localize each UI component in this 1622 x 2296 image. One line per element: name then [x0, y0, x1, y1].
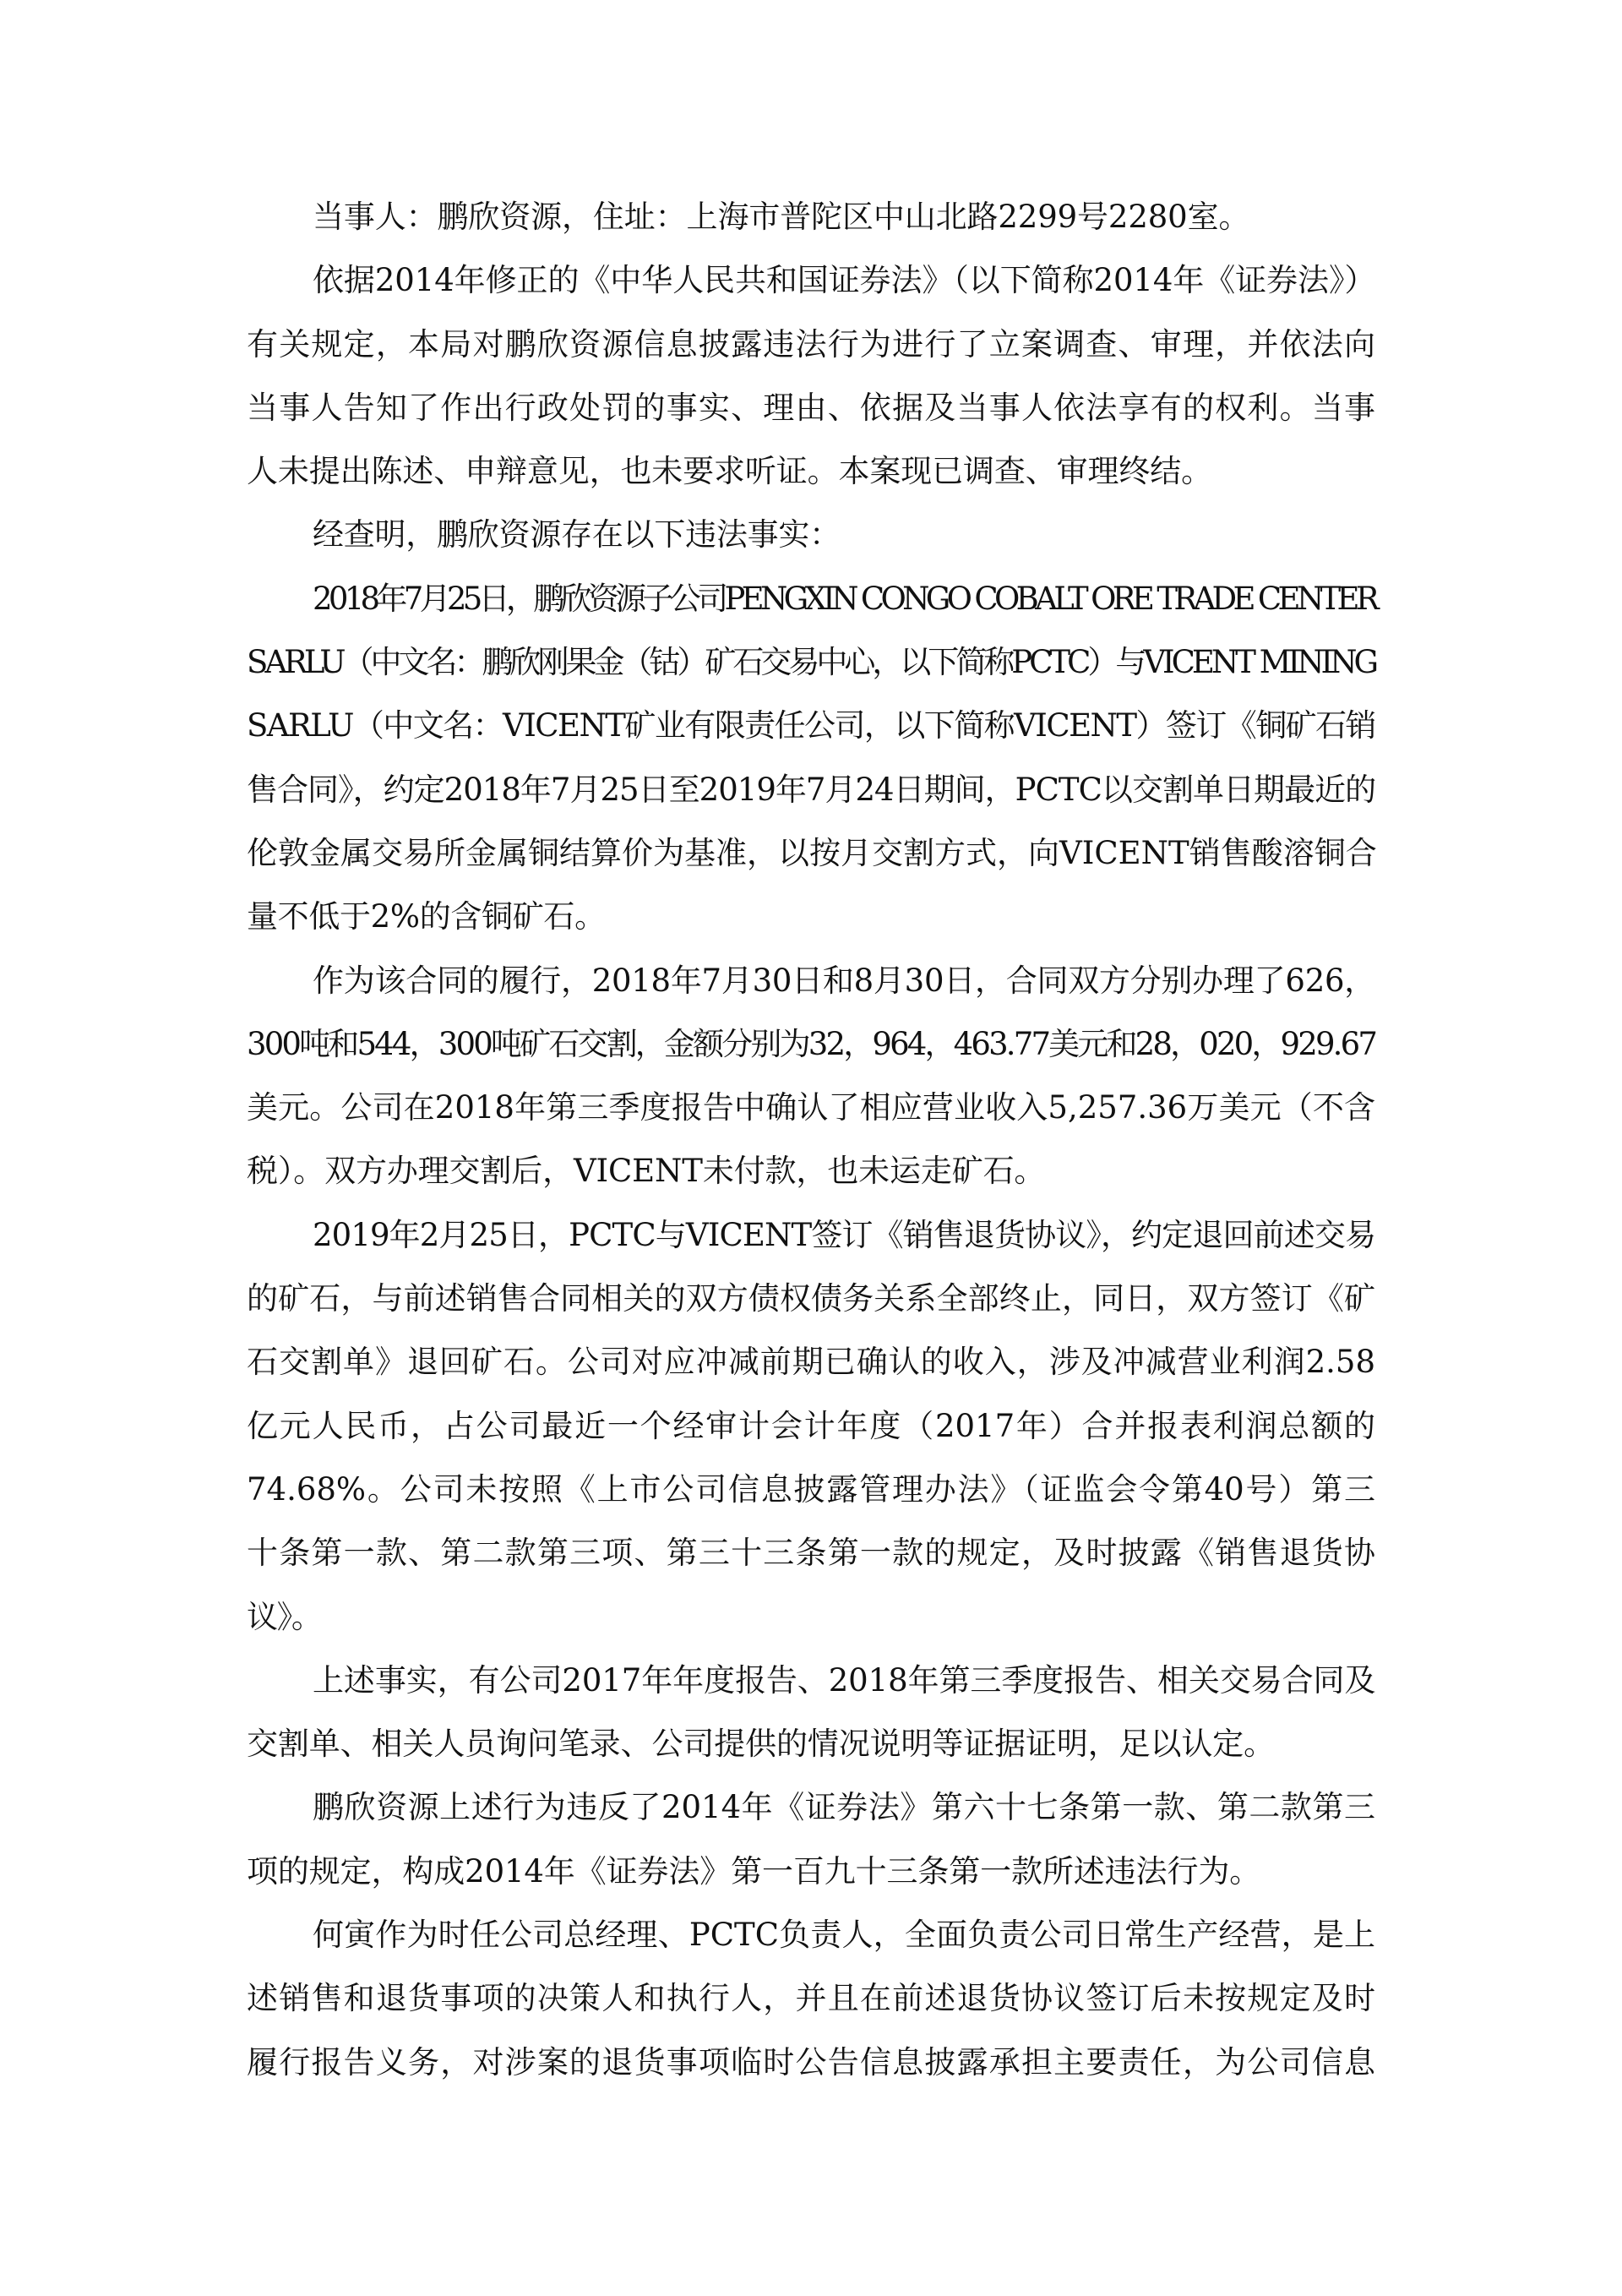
text-line: 交割单、相关人员询问笔录、公司提供的情况说明等证据证明，足以认定。	[247, 1726, 1276, 1763]
text-line: 履行报告义务，对涉案的退货事项临时公告信息披露承担主要责任，为公司信息	[247, 2043, 1375, 2081]
text-line: 经查明，鹏欣资源存在以下违法事实：	[313, 516, 841, 554]
text-line: 税）。双方办理交割后，VICENT未付款，也未运走矿石。	[247, 1153, 1046, 1190]
paragraph-findings-intro	[247, 503, 1379, 566]
text-line: 当事人告知了作出行政处罚的事实、理由、依据及当事人依法享有的权利。当事	[247, 389, 1375, 426]
text-line: 伦敦金属交易所金属铜结算价为基准，以按月交割方式，向VICENT销售酸溶铜合	[247, 834, 1377, 871]
text-line: 作为该合同的履行，2018年7月30日和8月30日，合同双方分别办理了626，	[313, 962, 1375, 999]
text-line: 有关规定，本局对鹏欣资源信息披露违法行为进行了立案调查、审理，并依法向	[247, 325, 1375, 363]
paragraph-party-info	[247, 185, 1379, 248]
text-line: 鹏欣资源上述行为违反了2014年《证券法》第六十七条第一款、第二款第三	[313, 1789, 1375, 1826]
paragraph-performance-facts	[247, 949, 1379, 1203]
text-line: 十条第一款、第二款第三项、第三十三条第一款的规定，及时披露《销售退货协	[247, 1535, 1375, 1572]
text-line: 亿元人民币，占公司最近一个经审计会计年度（2017年）合并报表利润总额的	[247, 1407, 1375, 1444]
paragraph-responsible-person	[247, 1903, 1379, 2094]
text-line: 依据2014年修正的《中华人民共和国证券法》（以下简称2014年《证券法》）	[313, 262, 1376, 299]
paragraph-evidence	[247, 1649, 1379, 1776]
text-line: 上述事实，有公司2017年年度报告、2018年第三季度报告、相关交易合同及	[313, 1661, 1376, 1699]
text-line: 2019年2月25日，PCTC与VICENT签订《销售退货协议》，约定退回前述交易	[313, 1216, 1376, 1253]
text-line: 述销售和退货事项的决策人和执行人，并且在前述退货协议签订后未按规定及时	[247, 1980, 1375, 2017]
text-line: 议》。	[247, 1598, 322, 1635]
text-line: 何寅作为时任公司总经理、PCTC负责人，全面负责公司日常生产经营，是上	[313, 1917, 1375, 1954]
text-line: 300吨和544，300吨矿石交割，金额分别为32，964，463.77美元和28，020，929.67	[247, 1025, 1376, 1062]
paragraph-legal-basis	[247, 248, 1379, 503]
text-line: 石交割单》退回矿石。公司对应冲减前期已确认的收入，涉及冲减营业利润2.58	[247, 1344, 1375, 1381]
text-line: SARLU（中文名：鹏欣刚果金（钴）矿石交易中心，以下简称PCTC）与VICENT MINING	[247, 644, 1375, 681]
text-line: 2018年7月25日，鹏欣资源子公司PENGXIN CONGO COBALT ORE TRADE CENTER	[313, 580, 1375, 617]
paragraph-contract-facts	[247, 567, 1379, 949]
text-line: 项的规定，构成2014年《证券法》第一百九十三条第一款所述违法行为。	[247, 1852, 1261, 1890]
text-line: 人未提出陈述、申辩意见，也未要求听证。本案现已调查、审理终结。	[247, 453, 1212, 490]
text-line: 售合同》，约定2018年7月25日至2019年7月24日期间，PCTC以交割单日期最近的	[247, 771, 1376, 808]
text-line: SARLU（中文名：VICENT矿业有限责任公司，以下简称VICENT）签订《铜矿石销	[247, 707, 1375, 744]
text-line: 量不低于2%的含铜矿石。	[247, 898, 606, 935]
document-page	[247, 185, 1379, 2094]
text-line: 74.68%。公司未按照《上市公司信息披露管理办法》（证监会令第40号）第三	[247, 1470, 1375, 1508]
text-line: 美元。公司在2018年第三季度报告中确认了相应营业收入5,257.36万美元（不含	[247, 1089, 1375, 1126]
paragraph-violation-conclusion	[247, 1775, 1379, 1903]
text-line: 的矿石，与前述销售合同相关的双方债权债务关系全部终止，同日，双方签订《矿	[247, 1280, 1375, 1317]
text-line: 当事人：鹏欣资源，住址：上海市普陀区中山北路2299号2280室。	[313, 199, 1250, 235]
paragraph-return-agreement-facts	[247, 1203, 1379, 1649]
